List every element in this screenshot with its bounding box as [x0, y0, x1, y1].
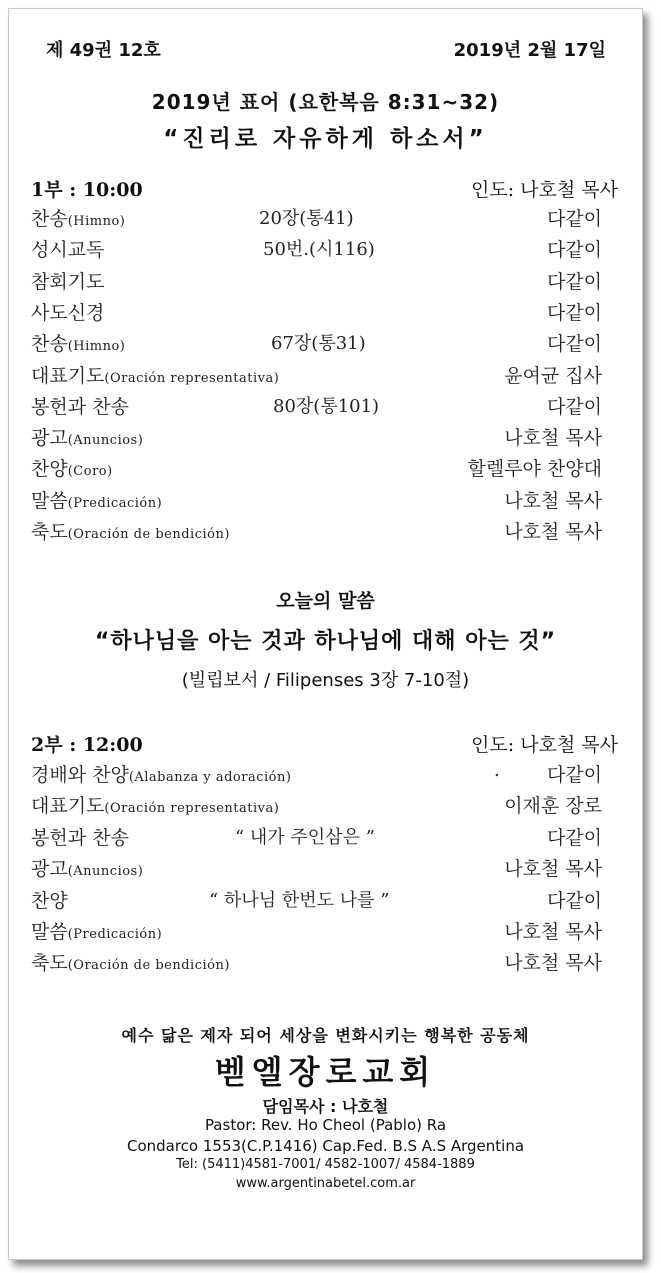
service-item-detail: 20장(통41)	[259, 208, 354, 229]
service-item-title-ko: 대표기도	[31, 795, 105, 818]
service-item-person: 다같이	[546, 208, 602, 230]
church-name: 벧엘장로교회	[214, 1053, 437, 1091]
service-item-title	[31, 791, 279, 818]
service-item-title-es: (Oración de bendición)	[67, 527, 230, 542]
service1-time: 1부 : 10:00	[31, 179, 143, 201]
service-item-person: 다같이	[546, 301, 602, 324]
senior-pastor-ko: 담임목사 : 나호철	[262, 1097, 389, 1116]
service-item-title	[31, 760, 291, 787]
service-item-title-es: (Alabanza y adoración)	[128, 770, 292, 785]
service-item-title-ko: 경배와 찬양	[31, 764, 129, 786]
service-item	[9, 235, 642, 265]
service-item-detail: “ 하나님 한번도 나를 ”	[209, 889, 390, 911]
service-item-title	[31, 486, 162, 513]
service-item-title	[31, 517, 230, 544]
service-item-title-es: (Anuncios)	[67, 864, 144, 880]
service-item-person: 나호철 목사	[504, 521, 602, 543]
service-item	[9, 361, 642, 391]
service-item-title	[31, 854, 143, 881]
service-item-title-ko: 찬양	[31, 458, 68, 481]
service-item	[9, 486, 642, 516]
church-website[interactable]: www.argentinabetel.com.ar	[235, 1176, 416, 1191]
service-item	[9, 886, 642, 916]
service2-leader: 인도: 나호철 목사	[471, 734, 618, 756]
service-item-person: 나호철 목사	[504, 921, 602, 943]
service-item-title	[31, 423, 143, 450]
service-item-title-es: (Anuncios)	[67, 433, 144, 449]
service-item-title-ko: 축도	[31, 952, 68, 975]
service-item-title-es: (Oración representativa)	[104, 801, 280, 817]
service-item-title-ko: 봉헌과 찬송	[31, 826, 129, 849]
service-item-title-es: (Himno)	[67, 339, 126, 355]
service-item-title-es: (Himno)	[67, 214, 126, 229]
service-item	[9, 791, 642, 821]
service-item-title-ko: 성시교독	[31, 239, 105, 262]
service-item-title	[31, 361, 279, 388]
service-item-detail: 50번.(시116)	[263, 239, 375, 261]
church-phone: Tel: (5411)4581-7001/ 4582-1007/ 4584-1889	[176, 1157, 475, 1172]
service-item-person: 나호철 목사	[504, 858, 602, 881]
service-item-person: 할렐루야 찬양대	[467, 458, 602, 481]
service-item-title-ko: 찬송	[31, 208, 68, 230]
service1-leader: 인도: 나호철 목사	[471, 179, 618, 201]
service-item-detail: .	[494, 760, 500, 781]
service-item	[9, 298, 642, 328]
service-item-detail: 67장(통31)	[271, 333, 366, 355]
service-item	[9, 204, 642, 234]
service-item-person: 나호철 목사	[504, 489, 602, 512]
service2-time: 2부 : 12:00	[31, 734, 143, 756]
service-item-title-es: (Predicación)	[67, 927, 163, 942]
service-item-title	[31, 267, 104, 294]
service-item-title-ko: 광고	[31, 858, 68, 881]
service-item-person: 다같이	[546, 826, 602, 849]
church-slogan: 예수 닮은 제자 되어 세상을 변화시키는 행복한 공동체	[121, 1026, 530, 1045]
service-item	[9, 267, 642, 297]
service-item-person: 나호철 목사	[504, 952, 602, 975]
service-item-title	[31, 392, 129, 419]
service-item	[9, 854, 642, 884]
service-item-title-ko: 참회기도	[31, 270, 105, 293]
bulletin-date: 2019년 2월 17일	[453, 40, 606, 61]
service-item	[9, 823, 642, 853]
service-item	[9, 517, 642, 547]
service-item-person: 이재훈 장로	[504, 795, 602, 818]
service-item-title	[31, 886, 68, 913]
service-item-title-ko: 광고	[31, 427, 68, 450]
service-item-title	[31, 917, 162, 944]
service-item-person: 다같이	[546, 889, 602, 912]
sermon-title: “하나님을 아는 것과 하나님에 대해 아는 것”	[94, 629, 557, 654]
service-item	[9, 423, 642, 453]
senior-pastor-en: Pastor: Rev. Ho Cheol (Pablo) Ra	[204, 1116, 447, 1134]
service-item	[9, 454, 642, 484]
motto-text: “진리로 자유하게 하소서”	[163, 126, 488, 152]
service-item-title-ko: 사도신경	[31, 301, 105, 324]
service-item-title	[31, 329, 125, 356]
service-item-title-es: (Coro)	[67, 464, 113, 480]
service-item-title-ko: 찬송	[31, 333, 68, 356]
volume-number: 제 49권 12호	[46, 40, 161, 61]
service-item-detail: 80장(통101)	[273, 395, 380, 417]
service-item	[9, 329, 642, 359]
sermon-heading: 오늘의 말씀	[276, 590, 375, 612]
service-item-title-ko: 말씀	[31, 921, 68, 943]
service-item	[9, 948, 642, 978]
service-item-title-ko: 축도	[31, 521, 68, 543]
service-item-person: 다같이	[546, 239, 602, 262]
bulletin-page	[8, 8, 643, 1260]
service-item-person: 다같이	[546, 395, 602, 418]
service-item-title-es: (Oración de bendición)	[67, 958, 230, 974]
service-item-title-ko: 대표기도	[31, 364, 105, 387]
service-item-title	[31, 204, 125, 231]
service-item-title-ko: 봉헌과 찬송	[31, 395, 129, 418]
service-item-title	[31, 948, 230, 975]
service-item-title	[31, 298, 104, 325]
service-item	[9, 760, 642, 790]
service-item-title-es: (Oración representativa)	[104, 370, 280, 386]
service-item-person: 다같이	[546, 764, 602, 786]
service-item	[9, 917, 642, 947]
sermon-reference: (빌립보서 / Filipenses 3장 7-10절)	[181, 670, 470, 691]
service-item-person: 다같이	[546, 270, 602, 293]
service-item	[9, 392, 642, 422]
service-item-person: 윤여균 집사	[504, 364, 602, 387]
service-item-title-es: (Predicación)	[67, 495, 163, 511]
service-item-detail: “ 내가 주인삼은 ”	[235, 826, 375, 848]
service-item-title	[31, 454, 113, 481]
service-item-title	[31, 235, 104, 262]
service-item-person: 나호철 목사	[504, 427, 602, 450]
church-address: Condarco 1553(C.P.1416) Cap.Fed. B.S A.S Argentina	[126, 1137, 525, 1155]
service-item-title	[31, 823, 129, 850]
service-item-person: 다같이	[546, 333, 602, 356]
service-item-title-ko: 말씀	[31, 489, 68, 512]
motto-heading: 2019년 표어 (요한복음 8:31~32)	[151, 90, 500, 114]
service-item-title-ko: 찬양	[31, 889, 68, 912]
